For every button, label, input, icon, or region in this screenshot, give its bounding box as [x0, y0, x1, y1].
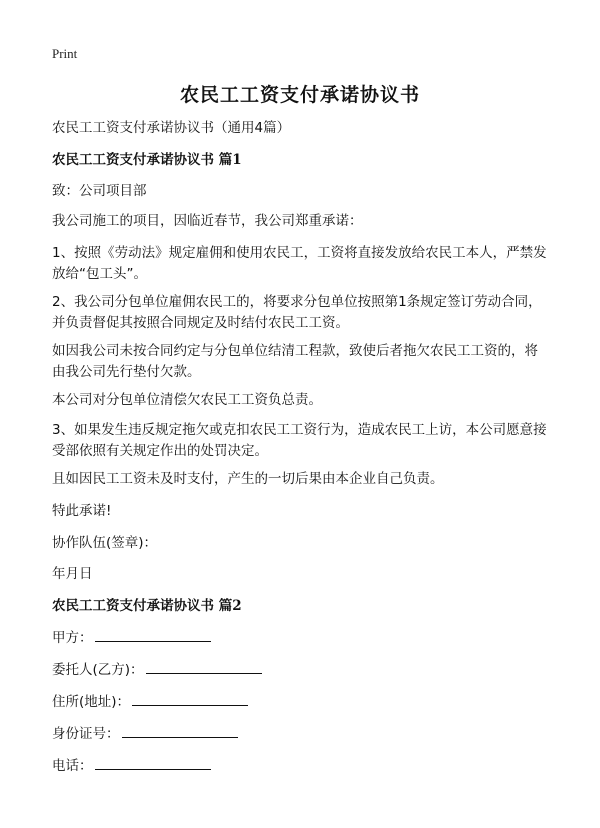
agent-blank[interactable] [146, 659, 262, 674]
addressee-line: 致：公司项目部 [52, 183, 147, 199]
id-number-label: 身份证号： [52, 726, 120, 742]
party-a-blank[interactable] [95, 627, 211, 642]
address-field [52, 691, 548, 713]
consequence-paragraph: 且如因民工工资未及时支付，产生的一切后果由本企业自己负责。 [52, 471, 444, 487]
id-number-field [52, 723, 548, 745]
arrears-paragraph: 如因我公司未按合同约定与分包单位结清工程款，致使后者拖欠农民工工资的，将由我公司先行垫付欠款。 [52, 343, 538, 380]
document-title: 农民工工资支付承诺协议书 [179, 84, 420, 106]
address-label: 住所(地址)： [52, 694, 131, 710]
team-signature-line: 协作队伍(签章)： [52, 535, 158, 551]
address-blank[interactable] [132, 691, 248, 706]
phone-field [52, 755, 548, 777]
agent-field [52, 659, 548, 681]
id-number-blank[interactable] [122, 723, 238, 738]
intro-paragraph: 我公司施工的项目，因临近春节，我公司郑重承诺： [52, 213, 363, 229]
section2-heading: 农民工工资支付承诺协议书 篇2 [52, 598, 242, 614]
party-a-label: 甲方： [52, 630, 93, 646]
commitment-item-2: 2、我公司分包单位雇佣农民工的，将要求分包单位按照第1条规定签订劳动合同，并负责督促其按照合同规定及时结付农民工工资。 [52, 294, 542, 331]
commitment-item-3: 3、如果发生违反规定拖欠或克扣农民工工资行为，造成农民工上访，本公司愿意接受部依照有关规定作出的处罚决定。 [52, 422, 547, 459]
phone-label: 电话： [52, 758, 93, 774]
hereby-line: 特此承诺! [52, 503, 112, 519]
party-a-field [52, 627, 548, 649]
print-label: Print [52, 46, 78, 61]
date-line: 年月日 [52, 566, 93, 582]
phone-blank[interactable] [95, 755, 211, 770]
document-subtitle: 农民工工资支付承诺协议书（通用4篇） [52, 120, 291, 136]
agent-label: 委托人(乙方)： [52, 662, 144, 678]
responsibility-paragraph: 本公司对分包单位清偿欠农民工工资负总责。 [52, 392, 322, 408]
section1-heading: 农民工工资支付承诺协议书 篇1 [52, 152, 242, 168]
commitment-item-1: 1、按照《劳动法》规定雇佣和使用农民工，工资将直接发放给农民工本人，严禁发放给“包工头”。 [52, 245, 547, 282]
